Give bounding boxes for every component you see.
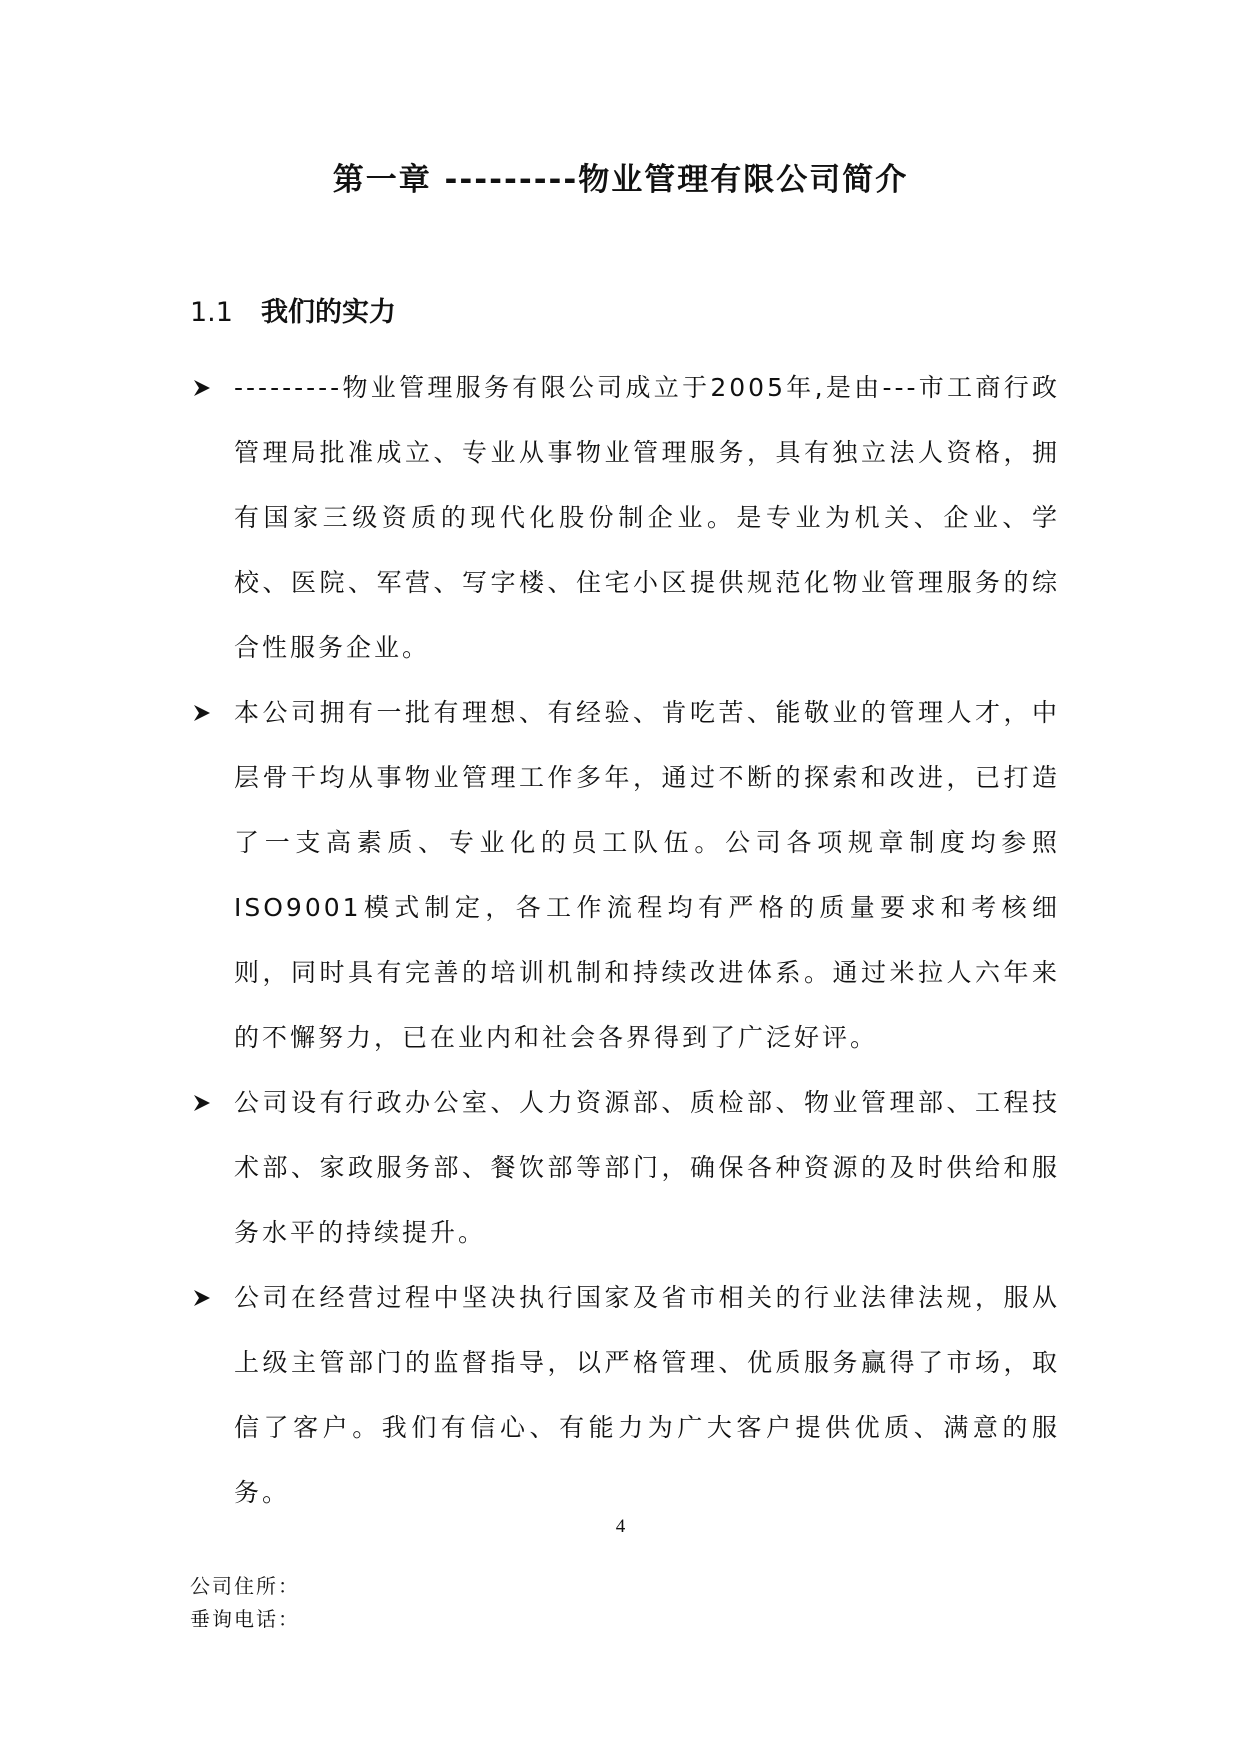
list-item: [190, 1265, 1060, 1525]
page-number: 4: [615, 1516, 626, 1537]
list-item: [190, 355, 1060, 680]
list-item: [190, 1070, 1060, 1265]
bullet-list: [190, 355, 1060, 1525]
bullet-text: ---------物业管理服务有限公司成立于2005年,是由---市工商行政管理局批准成立、专业从事物业管理服务，具有独立法人资格，拥有国家三级资质的现代化股份制企业。是专业为机关、企业、学校、医院、军营、写字楼、住宅小区提供规范化物业管理服务的综合性服务企业。: [234, 373, 1060, 662]
list-item: [190, 680, 1060, 1070]
arrowhead-bullet-icon: [190, 1265, 214, 1330]
section-title: 我们的实力: [260, 297, 396, 328]
bullet-text: 公司设有行政办公室、人力资源部、质检部、物业管理部、工程技术部、家政服务部、餐饮部等部门，确保各种资源的及时供给和服务水平的持续提升。: [234, 1088, 1060, 1247]
chapter-title: 第一章 ---------物业管理有限公司简介: [332, 162, 909, 198]
arrowhead-bullet-icon: [190, 680, 214, 745]
arrowhead-bullet-icon: [190, 1070, 214, 1135]
phone-label: 垂询电话：: [190, 1607, 300, 1631]
address-label: 公司住所：: [190, 1574, 300, 1598]
bullet-text: 本公司拥有一批有理想、有经验、肯吃苦、能敬业的管理人才，中层骨干均从事物业管理工作多年，通过不断的探索和改进，已打造了一支高素质、专业化的员工队伍。公司各项规章制度均参照ISO9001模式制定，各工作流程均有严格的质量要求和考核细则，同时具有完善的培训机制和持续改进体系。通过米拉人六年来的不懈努力，已在业内和社会各界得到了广泛好评。: [234, 698, 1060, 1052]
arrowhead-bullet-icon: [190, 355, 214, 420]
section-heading: [190, 295, 396, 331]
section-number: 1.1: [190, 297, 233, 328]
bullet-text: 公司在经营过程中坚决执行国家及省市相关的行业法律法规，服从上级主管部门的监督指导，以严格管理、优质服务赢得了市场，取信了客户。我们有信心、有能力为广大客户提供优质、满意的服务。: [234, 1283, 1060, 1507]
footer: [190, 1570, 300, 1636]
